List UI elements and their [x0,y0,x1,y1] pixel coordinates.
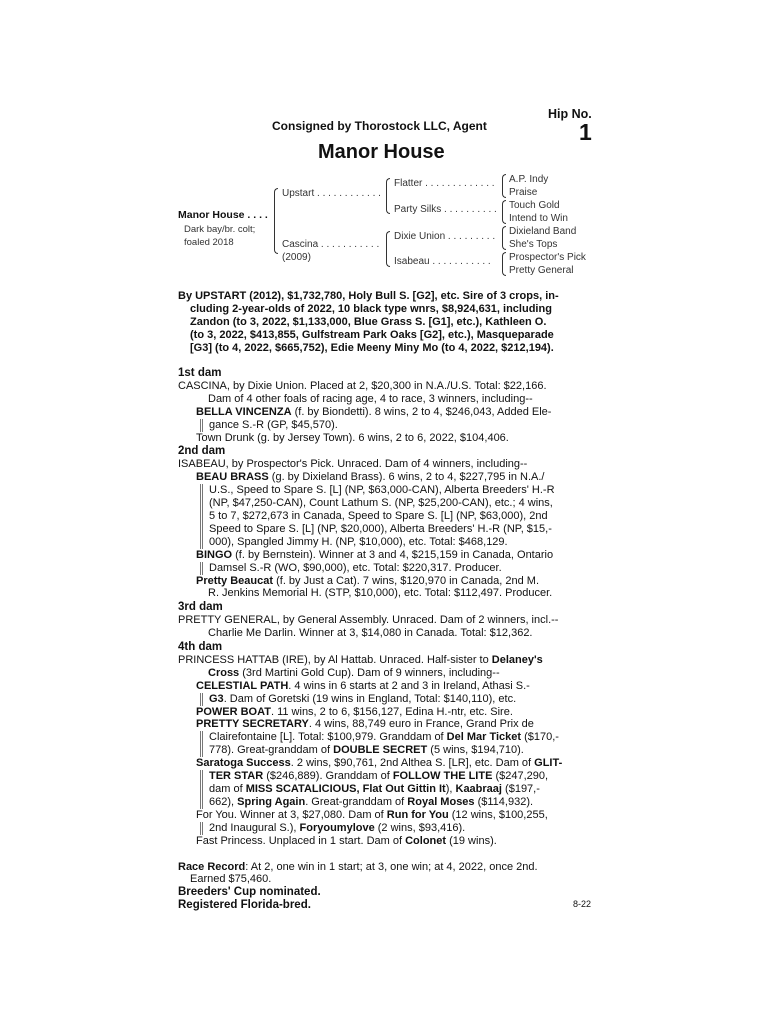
catalog-code: 8-22 [573,899,592,909]
text-fragment: ($246,889). Granddam of [263,770,393,783]
text-fragment: ($170,- [521,731,559,744]
text-fragment: (g. by Dixieland Brass). 6 wins, 2 to 4, $227,795 in N.A./ [268,471,545,484]
consignor-line: Consigned by Thorostock LLC, Agent [272,119,487,133]
text-fragment: . Dam of Goretski (19 wins in England, Total: $140,110), etc. [223,692,517,705]
pedigree-brace-dd [502,252,506,276]
sire-line: By UPSTART (2012), $1,732,780, Holy Bull S. [G2], etc. Sire of 3 crops, in- [178,290,559,302]
section-title-4th-dam: 4th dam [178,641,223,654]
horse-title: Manor House [318,141,445,163]
pedigree-horse-name: Manor House . . . . [178,209,268,221]
pedigree-dds: Prospector's Pick [509,252,586,263]
text-fragment: FOLLOW THE LITE [392,770,493,783]
text-fragment: GLIT- [534,757,563,770]
produce-continuation: Damsel S.-R (WO, $90,000), etc. Total: $220,317. Producer. [200,562,598,575]
produce-name: CELESTIAL PATH [196,679,289,692]
produce-continuation [200,822,598,835]
text-fragment: 000), Spangled Jimmy H. (NP, $10,000), etc. Total: $468,129. [209,535,508,548]
race-record-earned: Earned $75,460. [190,873,272,886]
breeders-cup-line: Breeders' Cup nominated. [178,886,321,899]
pedigree-dam-sire: Dixie Union . . . . . . . . . [394,231,496,242]
text-fragment: Cross [208,666,240,679]
sire-line: (to 3, 2022, $413,855, Gulfstream Park Oaks [G2], etc.), Masqueparade [190,328,554,341]
produce-name: Saratoga Success [196,757,291,770]
text-line [178,757,598,770]
section-title-1st-dam: 1st dam [178,367,222,379]
pedigree-brace-dam [386,231,390,267]
pedigree-sire-sire: Flatter . . . . . . . . . . . . . [394,178,495,189]
pedigree-brace-ss [502,174,506,198]
text-fragment: ($114,932). [474,795,534,808]
text-line [209,731,598,744]
text-fragment: G3 [209,692,224,705]
text-fragment: U.S., Speed to Spare S. [L] (NP, $63,000-CAN), Alberta Breeders' H.-R [209,484,555,497]
produce-name: PRETTY SECRETARY [196,718,309,731]
text-fragment: 2nd Inaugural S.), [209,821,300,834]
sire-paragraph [178,290,598,355]
text-line [178,718,598,731]
produce-name: BEAU BRASS [196,471,269,484]
pedigree-dam-year: (2009) [282,252,311,263]
pedigree-description [184,224,255,249]
text-fragment: Clairefontaine [L]. Total: $100,979. Granddam of [209,731,447,744]
registered-line: Registered Florida-bred. [178,899,311,912]
text-fragment: dam of [209,783,246,795]
dam-line [178,667,598,680]
hip-label: Hip No. [548,107,592,121]
text-fragment: Del Mar Ticket [446,731,522,744]
text-fragment: PRINCESS HATTAB (IRE), by Al Hattab. Unraced. Half-sister to [178,653,492,666]
pedigree-dam: Cascina . . . . . . . . . . . [282,239,380,250]
text-fragment: Delaney's [491,653,543,666]
pedigree-dam-dam: Isabeau . . . . . . . . . . . [394,256,491,267]
produce-continuation [200,731,598,757]
pedigree-sss: A.P. Indy [509,174,549,185]
sire-line: Zandon (to 3, 2022, $1,133,000, Blue Grass S. [G1], etc.), Kathleen O. [190,315,547,328]
race-record [178,861,598,874]
dam-line [178,654,598,667]
text-fragment: MISS SCATALICIOUS, Flat Out Gittin It [245,783,446,795]
produce-name: BELLA VINCENZA [196,405,292,418]
text-fragment: . 11 wins, 2 to 6, $156,127, Edina H.-ntr, etc. Sire. [270,705,513,718]
text-fragment: (2 wins, $93,416). [374,821,466,834]
pedigree-sds: Touch Gold [509,200,560,211]
text-fragment: 662), [209,795,238,808]
section-title-2nd-dam: 2nd dam [178,445,226,458]
dam-line: Charlie Me Darlin. Winner at 3, $14,080 in Canada. Total: $12,362. [208,627,533,640]
text-fragment: ($247,290, [492,770,549,783]
text-line [178,575,598,588]
text-fragment: Spring Again [237,795,306,808]
pedigree-desc-line1: Dark bay/br. colt; [184,224,256,235]
text-fragment: 778). Great-granddam of [209,744,334,757]
text-line [209,796,598,809]
pedigree-brace-sire [386,178,390,214]
text-line [209,770,598,783]
pedigree-ddd: Pretty General [509,265,574,276]
text-fragment: 5 to 7, $272,673 in Canada, Speed to Spare S. [L] (NP, $63,000), 2nd [209,509,548,522]
pedigree-sire-dam: Party Silks . . . . . . . . . . [394,204,497,215]
produce-continuation [200,484,598,549]
hip-number: 1 [579,119,592,145]
dam-line: CASCINA, by Dixie Union. Placed at 2, $20,300 in N.A./U.S. Total: $22,166. [178,379,547,392]
pedigree-brace-ds [502,226,506,250]
text-line [178,471,598,484]
text-fragment: Fast Princess. Unplaced in 1 start. Dam of [196,834,406,847]
produce-line [178,835,598,848]
text-fragment: For You. Winner at 3, $27,080. Dam of [196,808,387,821]
produce-name: Pretty Beaucat [196,574,274,587]
text-fragment: (3rd Martini Gold Cup). Dam of 9 winners, including-- [239,666,500,679]
text-line [178,406,598,419]
text-fragment: . 4 wins, 88,749 euro in France, Grand Prix de [308,718,534,731]
produce-name: POWER BOAT [196,705,271,718]
text-line [178,680,598,693]
text-fragment: Run for You [386,808,449,821]
text-fragment: DOUBLE SECRET [333,744,428,757]
sire-line: cluding 2-year-olds of 2022, 10 black type wnrs, $8,924,631, including [190,302,552,315]
text-fragment: (12 wins, $100,255, [448,808,548,821]
text-fragment: ), [445,783,456,795]
dam-line: ISABEAU, by Prospector's Pick. Unraced. Dam of 4 winners, including-- [178,458,528,471]
produce-name: BINGO [196,548,233,561]
text-fragment: TER STAR [209,770,264,783]
text-fragment: . 2 wins, $90,761, 2nd Althea S. [LR], etc. Dam of [290,757,535,770]
pedigree-brace-main [274,188,278,254]
text-fragment: (5 wins, $194,710). [427,744,524,757]
produce-line: Town Drunk (g. by Jersey Town). 6 wins, 2 to 6, 2022, $104,406. [196,431,509,444]
pedigree-brace-sd [502,200,506,224]
dam-line: PRETTY GENERAL, by General Assembly. Unraced. Dam of 2 winners, incl.-- [178,614,559,627]
sire-line: [G3] (to 4, 2022, $665,752), Edie Meeny Miny Mo (to 4, 2022, $212,194). [190,341,554,354]
pedigree-dsd: She's Tops [509,239,558,250]
text-line [209,783,598,796]
pedigree-sire: Upstart . . . . . . . . . . . . [282,188,381,199]
produce-continuation: R. Jenkins Memorial H. (STP, $10,000), etc. Total: $112,497. Producer. [208,587,553,600]
pedigree-ssd: Praise [509,187,538,198]
text-fragment: Kaabraaj [455,783,502,795]
text-fragment: . 4 wins in 6 starts at 2 and 3 in Ireland, Athasi S.- [288,679,530,692]
section-title-3rd-dam: 3rd dam [178,601,223,614]
text-fragment: Colonet [405,834,447,847]
pedigree-dss: Dixieland Band [509,226,577,237]
text-fragment: (f. by Just a Cat). 7 wins, $120,970 in Canada, 2nd M. [273,574,540,587]
text-fragment: ($197,- [501,783,540,795]
dam-line: Dam of 4 other foals of racing age, 4 to race, 3 winners, including-- [208,392,533,405]
text-line [178,706,598,719]
text-fragment: (19 wins). [446,834,497,847]
produce-line [178,809,598,822]
text-fragment: . Great-granddam of [305,795,408,808]
text-fragment: Speed to Spare S. [L] (NP, $20,000), Alberta Breeders' H.-R (NP, $15,- [209,522,552,535]
text-fragment: (f. by Biondetti). 8 wins, 2 to 4, $246,043, Added Ele- [291,405,552,418]
text-fragment: Race Record [178,860,246,873]
text-fragment: Royal Moses [407,795,475,808]
produce-continuation [200,693,598,706]
family-section [178,366,598,912]
text-line [178,848,598,861]
text-fragment: : At 2, one win in 1 start; at 3, one win; at 4, 2022, once 2nd. [245,860,538,873]
produce-continuation [200,770,598,809]
text-fragment: (NP, $47,250-CAN), Count Lathum S. (NP, $25,200-CAN), etc.; 4 wins, [209,497,553,510]
pedigree-sdd: Intend to Win [509,213,568,224]
pedigree-desc-line2: foaled 2018 [184,236,234,248]
text-fragment: (f. by Bernstein). Winner at 3 and 4, $215,159 in Canada, Ontario [232,548,554,561]
produce-continuation: gance S.-R (GP, $45,570). [200,419,598,432]
text-fragment: Foryoumylove [299,821,375,834]
text-line [178,549,598,562]
text-line [209,744,598,757]
